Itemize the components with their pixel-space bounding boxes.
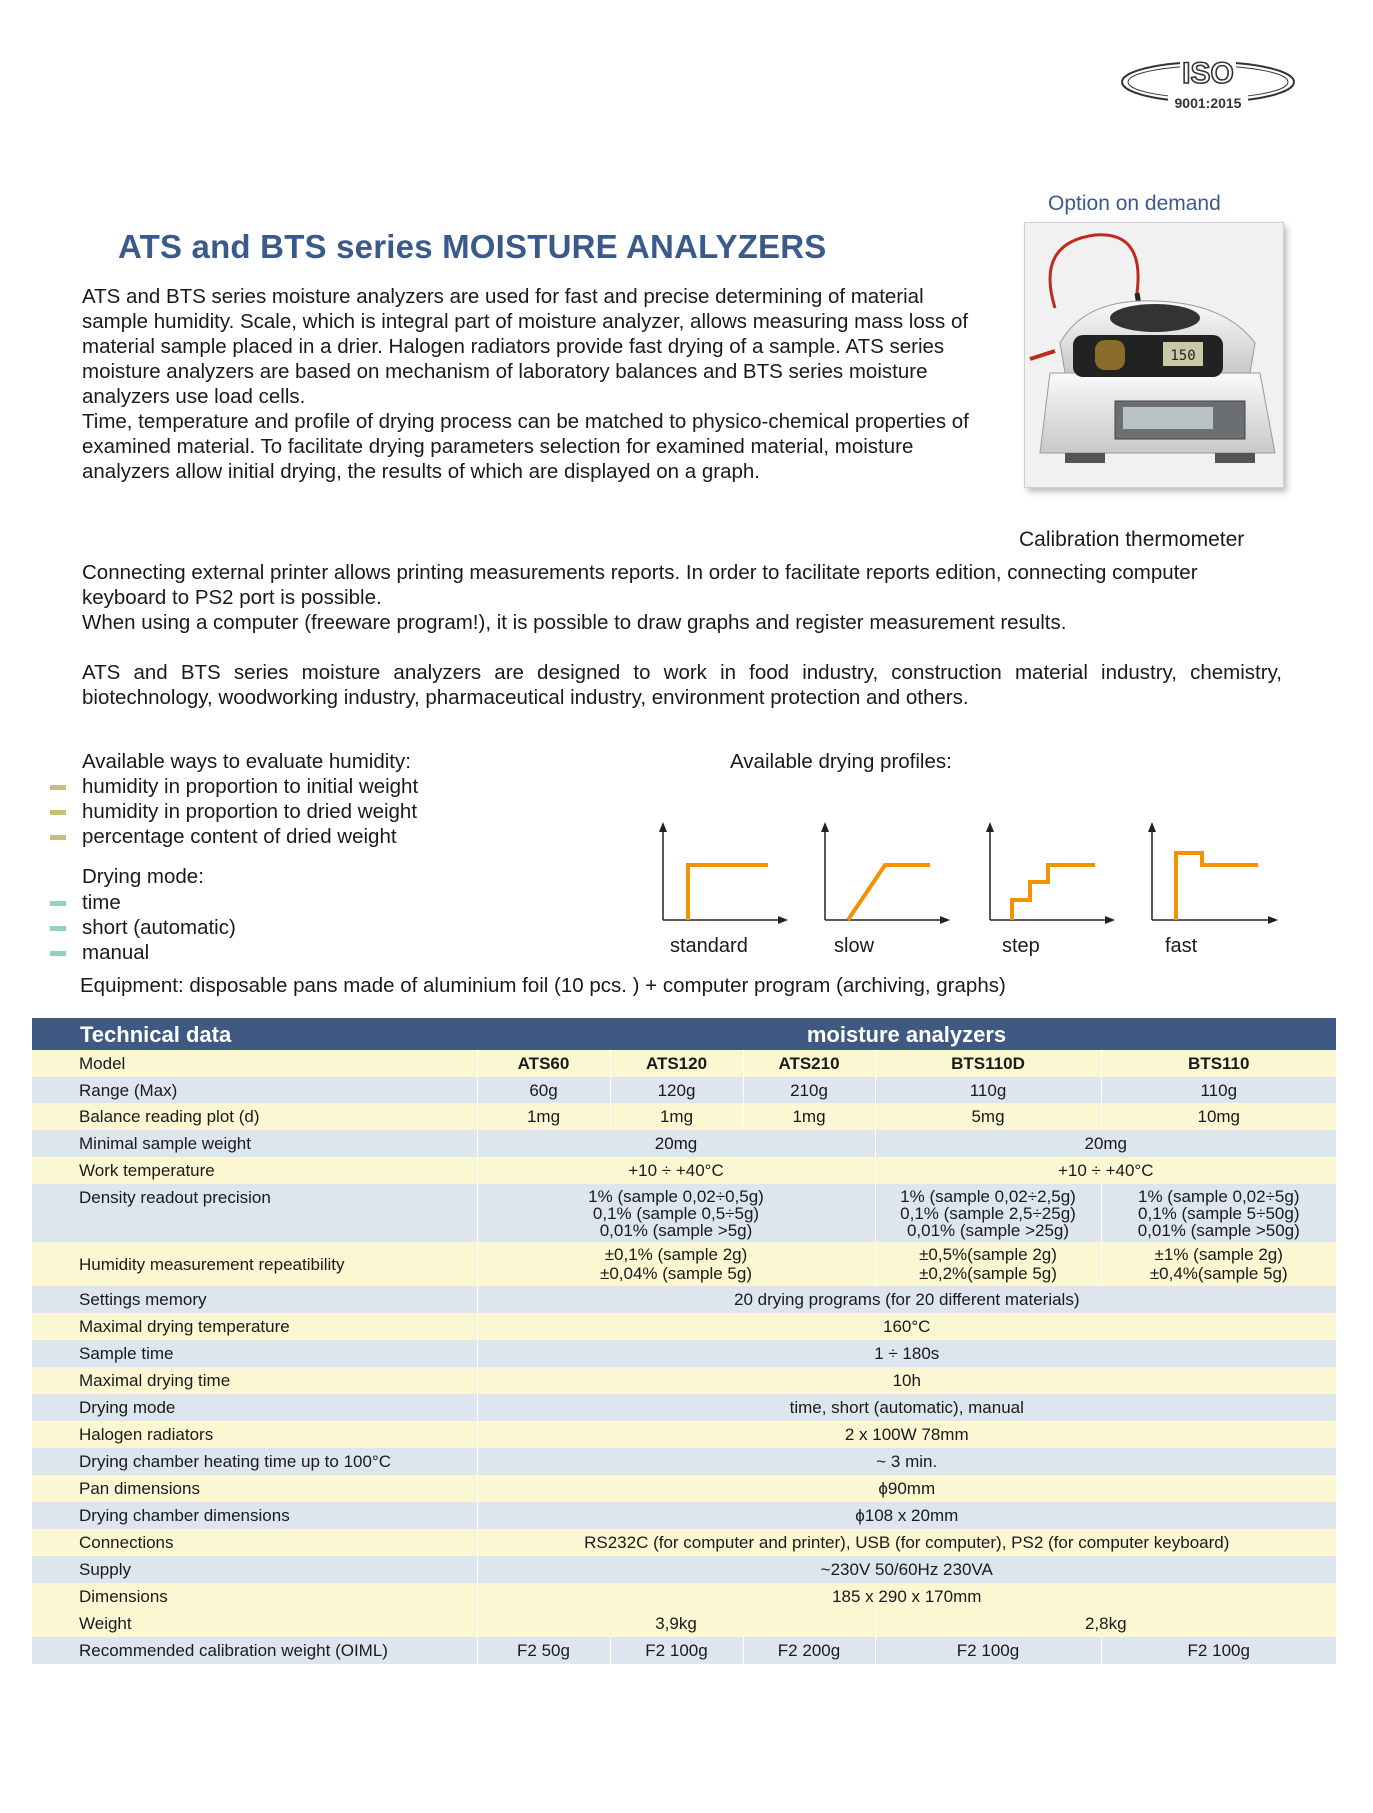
table-row: [32, 1556, 1336, 1583]
table-cell: 3,9kg: [477, 1610, 875, 1637]
moisture-analyzer-photo: [1024, 222, 1284, 488]
table-cell: 2,8kg: [875, 1610, 1336, 1637]
table-row: [32, 1610, 1336, 1637]
humidity-methods-heading: Available ways to evaluate humidity:: [82, 750, 411, 773]
row-label: Recommended calibration weight (OIML): [32, 1637, 477, 1664]
table-row: [32, 1050, 1336, 1077]
cell-line: 0,1% (sample 2,5÷25g): [900, 1203, 1076, 1223]
list-item-text: short (automatic): [82, 916, 236, 939]
table-row: [32, 1130, 1336, 1157]
table-cell: 10mg: [1101, 1103, 1336, 1130]
list-item-text: percentage content of dried weight: [82, 825, 397, 848]
row-label: Settings memory: [32, 1286, 477, 1313]
drying-mode-heading: Drying mode:: [82, 865, 204, 888]
table-row: [32, 1340, 1336, 1367]
list-item: [50, 915, 236, 940]
list-item: [50, 890, 236, 915]
model-cell: BTS110: [1101, 1050, 1336, 1077]
row-label: Drying chamber dimensions: [32, 1502, 477, 1529]
intro-paragraph: ATS and BTS series moisture analyzers are used for fast and precise determining of material sample humidity. Scale, which is integral part of moisture analyzer, allows measuring mass loss of material sample placed in a drier. Halogen radiators provide fast drying of a sample. ATS series moisture analyzers are based on mechanism of laboratory balances and BTS series moisture analyzers use load cells. Time, temperature and profile of drying process can be matched to physico-chemical properties of examined material. To facilitate drying parameters selection for examined material, moisture analyzers allow initial drying, the results of which are displayed on a graph.: [82, 285, 969, 483]
page-title: ATS and BTS series MOISTURE ANALYZERS: [118, 228, 827, 265]
bullet-icon: [50, 901, 66, 906]
bullet-icon: [50, 835, 66, 840]
row-label: Drying mode: [32, 1394, 477, 1421]
cell-line: 0,01% (sample >25g): [906, 1220, 1070, 1240]
profile-label-fast: fast: [1165, 935, 1198, 957]
bullet-icon: [50, 810, 66, 815]
table-cell: 1mg: [477, 1103, 610, 1130]
table-cell: 120g: [610, 1077, 743, 1103]
row-label: Maximal drying time: [32, 1367, 477, 1394]
cell-line: 0,01% (sample >50g): [1137, 1220, 1300, 1240]
model-cell: ATS210: [743, 1050, 875, 1077]
row-label: Work temperature: [32, 1157, 477, 1184]
bullet-icon: [50, 951, 66, 956]
table-cell: 1 ÷ 180s: [477, 1340, 1336, 1367]
thermometer-display-value: 150: [1170, 348, 1196, 364]
option-on-demand-label: Option on demand: [1048, 192, 1221, 215]
list-item-text: manual: [82, 941, 150, 964]
bullet-icon: [50, 926, 66, 931]
common-spec-rows: [32, 1286, 1336, 1610]
header-technical-data: Technical data: [32, 1018, 477, 1050]
row-label: Dimensions: [32, 1583, 477, 1610]
table-row: [32, 1448, 1336, 1475]
profile-slow: [821, 822, 950, 957]
table-cell: 20mg: [477, 1130, 875, 1157]
table-cell: 110g: [875, 1077, 1101, 1103]
cell-line: ±0,04% (sample 5g): [599, 1264, 752, 1283]
table-cell: [1101, 1184, 1336, 1242]
table-cell: 1mg: [743, 1103, 875, 1130]
row-label: Supply: [32, 1556, 477, 1583]
list-item: [50, 940, 236, 965]
row-label: Connections: [32, 1529, 477, 1556]
table-cell: [875, 1242, 1101, 1286]
table-row: [32, 1286, 1336, 1313]
table-row: [32, 1242, 1336, 1286]
table-cell: [477, 1184, 875, 1242]
equipment-line: Equipment: disposable pans made of aluminium foil (10 pcs. ) + computer program (archiving, graphs): [80, 974, 1006, 997]
table-cell: [1101, 1242, 1336, 1286]
row-label: Density readout precision: [32, 1184, 477, 1242]
row-label: Sample time: [32, 1340, 477, 1367]
row-label: Balance reading plot (d): [32, 1103, 477, 1130]
table-cell: 2 x 100W 78mm: [477, 1421, 1336, 1448]
table-cell: F2 100g: [610, 1637, 743, 1664]
profile-label-step: step: [1002, 935, 1040, 957]
table-row: [32, 1583, 1336, 1610]
table-header-row: [32, 1018, 1336, 1050]
cell-line: ±0,4%(sample 5g): [1149, 1264, 1288, 1283]
table-row: [32, 1184, 1336, 1242]
table-row: [32, 1529, 1336, 1556]
model-cell: ATS120: [610, 1050, 743, 1077]
cell-line: 1% (sample 0,02÷0,5g): [588, 1186, 764, 1206]
row-label: Pan dimensions: [32, 1475, 477, 1502]
table-cell: 10h: [477, 1367, 1336, 1394]
humidity-methods-list: [50, 774, 418, 849]
table-row: [32, 1394, 1336, 1421]
table-cell: 5mg: [875, 1103, 1101, 1130]
row-label: Maximal drying temperature: [32, 1313, 477, 1340]
cell-line: ±0,5%(sample 2g): [919, 1245, 1057, 1264]
row-label: Range (Max): [32, 1077, 477, 1103]
table-cell: 160°C: [477, 1313, 1336, 1340]
list-item-text: time: [82, 891, 121, 914]
profile-standard: [659, 822, 788, 957]
list-item: [50, 799, 418, 824]
table-cell: 110g: [1101, 1077, 1336, 1103]
cell-line: ±0,1% (sample 2g): [604, 1245, 748, 1264]
table-row: [32, 1077, 1336, 1103]
table-row: [32, 1157, 1336, 1184]
list-item: [50, 774, 418, 799]
row-label: Model: [32, 1050, 477, 1077]
row-label: Humidity measurement repeatibility: [32, 1242, 477, 1286]
table-cell: RS232C (for computer and printer), USB (for computer), PS2 (for computer keyboard): [477, 1529, 1336, 1556]
iso-certification-badge: [1118, 50, 1298, 118]
table-cell: 1mg: [610, 1103, 743, 1130]
table-cell: F2 100g: [875, 1637, 1101, 1664]
table-row: [32, 1313, 1336, 1340]
list-item: [50, 824, 418, 849]
table-row: [32, 1367, 1336, 1394]
table-cell: ϕ90mm: [477, 1475, 1336, 1502]
table-cell: ~230V 50/60Hz 230VA: [477, 1556, 1336, 1583]
industries-paragraph: ATS and BTS series moisture analyzers are designed to work in food industry, construction material industry, chemistry, biotechnology, woodworking industry, pharmaceutical industry, environment protection and others.: [82, 661, 1282, 709]
cell-line: 0,01% (sample >5g): [599, 1220, 753, 1240]
table-cell: ~ 3 min.: [477, 1448, 1336, 1475]
cell-line: ±0,2%(sample 5g): [919, 1264, 1057, 1283]
table-cell: 210g: [743, 1077, 875, 1103]
list-item-text: humidity in proportion to dried weight: [82, 800, 418, 823]
model-cell: ATS60: [477, 1050, 610, 1077]
table-row: [32, 1103, 1336, 1130]
profile-step: [986, 822, 1115, 957]
table-cell: [875, 1184, 1101, 1242]
table-cell: F2 200g: [743, 1637, 875, 1664]
table-cell: +10 ÷ +40°C: [875, 1157, 1336, 1184]
list-item-text: humidity in proportion to initial weight: [82, 775, 419, 798]
table-cell: 60g: [477, 1077, 610, 1103]
drying-mode-list: [50, 890, 236, 965]
drying-profiles-heading: Available drying profiles:: [730, 750, 952, 773]
model-cell: BTS110D: [875, 1050, 1101, 1077]
bullet-icon: [50, 785, 66, 790]
cell-line: 0,1% (sample 5÷50g): [1138, 1203, 1300, 1223]
cell-line: 1% (sample 0,02÷2,5g): [900, 1186, 1076, 1206]
table-cell: 20mg: [875, 1130, 1336, 1157]
table-cell: F2 50g: [477, 1637, 610, 1664]
row-label: Minimal sample weight: [32, 1130, 477, 1157]
cell-line: ±1% (sample 2g): [1154, 1245, 1283, 1264]
cell-line: 0,1% (sample 0,5÷5g): [592, 1203, 760, 1223]
iso-badge-standard: 9001:2015: [1174, 95, 1242, 111]
table-cell: 20 drying programs (for 20 different materials): [477, 1286, 1336, 1313]
drying-profiles-diagram: [650, 820, 1290, 960]
profile-label-slow: slow: [834, 935, 875, 957]
connectivity-paragraph: Connecting external printer allows printing measurements reports. In order to facilitate reports edition, connecting computer keyboard to PS2 port is possible. When using a computer (freeware program!), it is possible to draw graphs and register measurement results.: [82, 561, 1198, 634]
row-label: Halogen radiators: [32, 1421, 477, 1448]
table-cell: F2 100g: [1101, 1637, 1336, 1664]
header-moisture-analyzers: moisture analyzers: [477, 1018, 1336, 1050]
iso-badge-title: ISO: [1182, 57, 1234, 90]
table-cell: 185 x 290 x 170mm: [477, 1583, 1336, 1610]
table-row: [32, 1502, 1336, 1529]
table-cell: ϕ108 x 20mm: [477, 1502, 1336, 1529]
row-label: Weight: [32, 1610, 477, 1637]
profile-label-standard: standard: [670, 935, 748, 957]
cell-line: 1% (sample 0,02÷5g): [1138, 1186, 1300, 1206]
row-label: Drying chamber heating time up to 100°C: [32, 1448, 477, 1475]
table-row: [32, 1637, 1336, 1664]
table-cell: +10 ÷ +40°C: [477, 1157, 875, 1184]
table-cell: [477, 1242, 875, 1286]
profile-fast: [1148, 822, 1278, 957]
table-row: [32, 1421, 1336, 1448]
calibration-thermometer-label: Calibration thermometer: [1019, 528, 1245, 551]
table-cell: time, short (automatic), manual: [477, 1394, 1336, 1421]
technical-data-table: [32, 1018, 1336, 1664]
table-row: [32, 1475, 1336, 1502]
